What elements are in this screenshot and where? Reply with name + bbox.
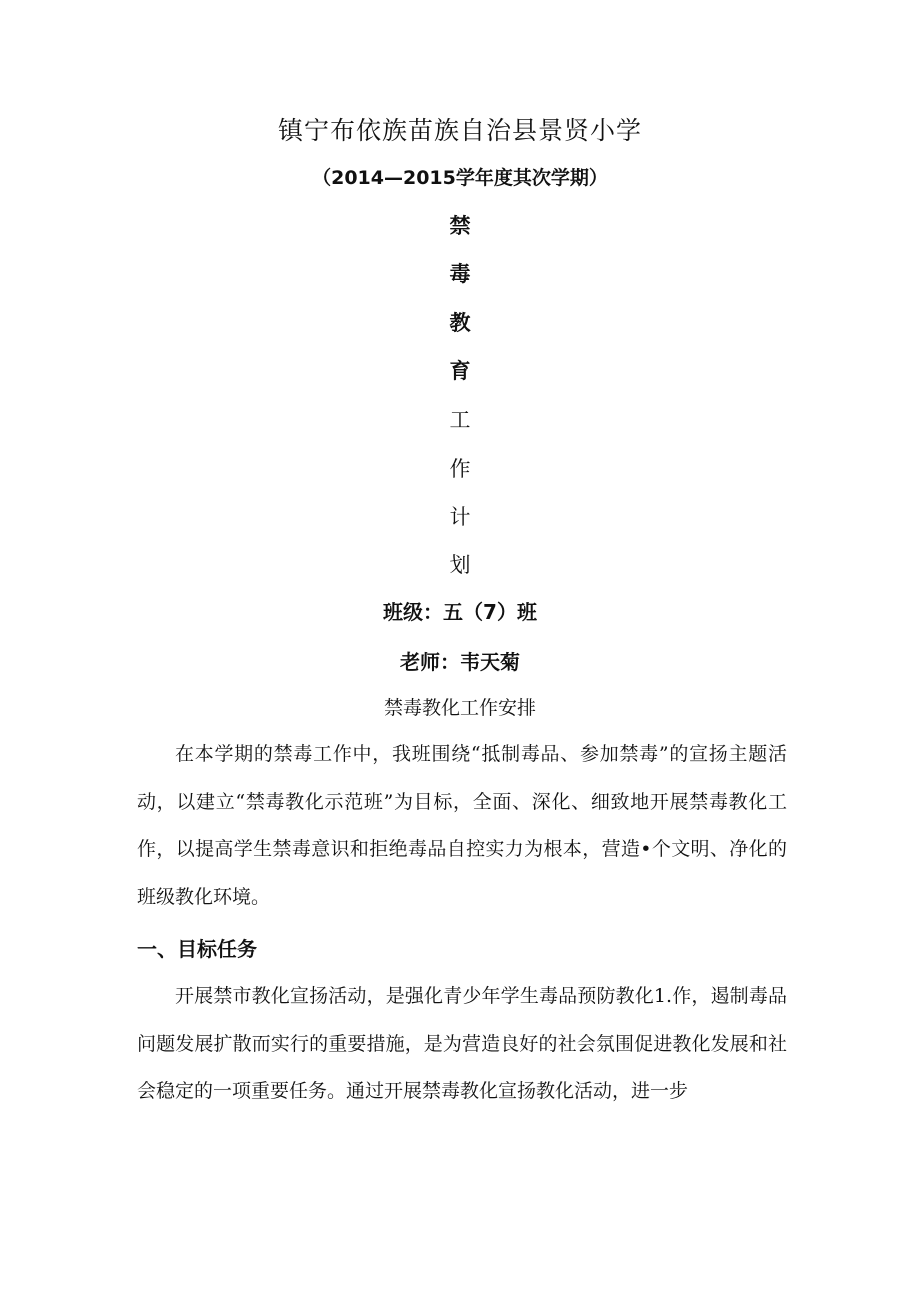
teacher-line: 老师：韦天菊 xyxy=(400,650,520,674)
title-char-3: 教 xyxy=(449,311,471,335)
title-char-6: 作 xyxy=(449,457,471,481)
title-char-8: 划 xyxy=(449,553,471,577)
school-name: 镇宁布依族苗族自治县景贤小学 xyxy=(277,116,642,145)
title-char-4: 育 xyxy=(449,359,471,383)
title-char-1: 禁 xyxy=(449,214,471,238)
title-char-2: 毒 xyxy=(449,262,471,286)
class-line: 班级：五（7）班 xyxy=(383,600,537,624)
title-char-7: 计 xyxy=(449,505,471,529)
plan-subheading: 禁毒教化工作安排 xyxy=(383,697,536,719)
section-1-heading: 一、目标任务 xyxy=(137,937,257,961)
title-char-5: 工 xyxy=(449,408,471,432)
section-1-paragraph: 开展禁市教化宣扬活动，是强化青少年学生毒品预防教化1.作，遏制毒品问题发展扩散而实行的重要措施，是为营造良好的社会氛围促进教化发展和社会稳定的一项重要任务。通过开展禁毒教化宣扬教化活动，进一步 xyxy=(137,985,787,1102)
term-line: （2014—2015学年度其次学期） xyxy=(312,167,608,189)
intro-paragraph: 在本学期的禁毒工作中，我班围绕“抵制毒品、参加禁毒”的宣扬主题活动，以建立“禁毒教化示范班”为目标，全面、深化、细致地开展禁毒教化工作，以提高学生禁毒意识和拒绝毒品自控实力为根本，营造•个文明、净化的班级教化环境。 xyxy=(137,743,787,908)
